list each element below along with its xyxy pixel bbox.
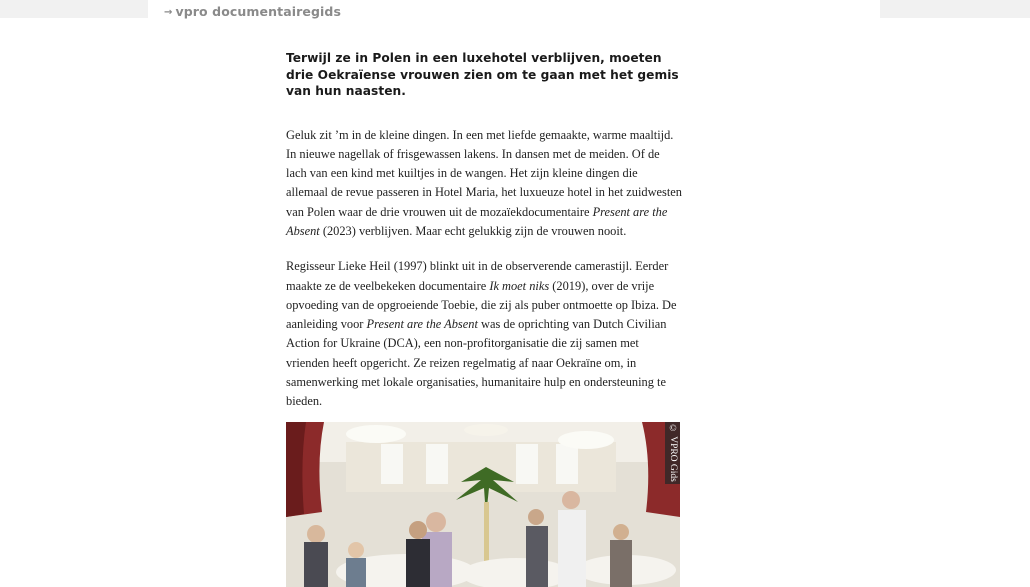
paragraph-1-text-a: Geluk zit ’m in de kleine dingen. In een met liefde gemaakte, warme maaltijd. In nieuwe nagellak of frisgewassen lakens. In dansen met de meiden. Of de lach van een kind met kuiltjes in de wangen. Het zijn kleine dingen die allemaal de revue passeren in Hotel Maria, het luxueuze hotel in het zuidwesten van Polen waar de drie vrouwen uit de mozaïekdocumentaire: [286, 127, 683, 219]
arrow-right-icon: →: [164, 7, 173, 18]
paragraph-1: [286, 126, 682, 242]
paragraph-2-text-b: (2019), over de vrije opvoeding van de opgroeiende Toebie, die zij als puber ontmoette op Ibiza. De aanleiding voor: [286, 278, 677, 332]
paragraph-2-text-a: Regisseur Lieke Heil (1997) blinkt uit in de observerende camerastijl. Eerder maakte ze de veelbekeken documentaire: [286, 259, 669, 293]
breadcrumb[interactable]: [164, 4, 341, 19]
documentary-title: Present are the Absent: [366, 317, 478, 332]
article-body: [286, 126, 682, 412]
article: [286, 50, 682, 428]
paragraph-2: [286, 257, 682, 411]
article-photo: [286, 422, 680, 587]
breadcrumb-label[interactable]: vpro documentairegids: [175, 4, 341, 19]
photo-credit: © VPRO Gids: [665, 422, 680, 484]
paragraph-1-text-b: (2023) verblijven. Maar echt gelukkig zijn de vrouwen nooit.: [319, 223, 627, 238]
article-lead: Terwijl ze in Polen in een luxehotel verblijven, moeten drie Oekraïense vrouwen zien om te gaan met het gemis van hun naasten.: [286, 51, 679, 98]
documentary-title: Present are the Absent: [286, 204, 668, 238]
banquet-hall-image: [286, 422, 680, 587]
paragraph-2-text-c: was de oprichting van Dutch Civilian Action for Ukraine (DCA), een non-profitorganisatie die zij samen met vrienden heeft opgericht. Ze reizen regelmatig af naar Oekraïne om, in samenwerking met lokale organisaties, humanitaire hulp en ondersteuning te bieden.: [286, 317, 667, 409]
documentary-title: Ik moet niks: [489, 278, 550, 293]
